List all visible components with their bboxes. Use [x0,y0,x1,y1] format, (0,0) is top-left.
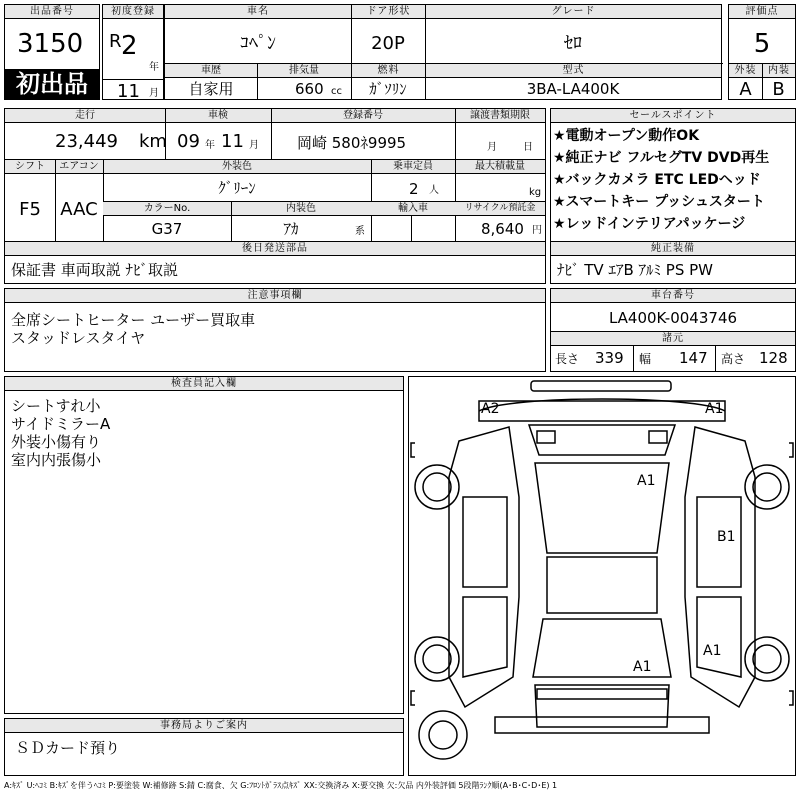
sales-header: セールスポイント [551,109,795,123]
year-unit: 年 [149,62,159,73]
ext-header: 外装 [729,64,762,78]
door-header: ドア形状 [351,5,425,19]
damage-mark: A1 [703,643,722,659]
after-parts-header: 後日発送部品 [5,242,545,256]
sales-point: ★電動オープン動作OK [553,128,700,144]
car-name: ｺﾍﾟﾝ [240,33,276,54]
inspector-text: シートすれ小 サイドミラーA 外装小傷有り 室内内張傷小 [11,397,111,469]
inspection-year: 09 [177,131,200,152]
inspection-month: 11 [221,131,244,152]
capacity-unit: 人 [429,185,439,196]
month-unit: 月 [149,88,159,99]
capacity-value: 2 [409,180,419,198]
transfer-month-unit: 月 [487,142,497,153]
int-color-header: 内装色 [286,203,316,214]
yen-unit: 円 [532,225,542,236]
length-value: 339 [595,349,624,367]
ext-color-value: ｸﾞﾘｰﾝ [218,179,256,197]
mileage-header: 走行 [75,110,95,121]
specs-header: 諸元 [551,332,795,346]
registration-number: 岡崎 580ﾈ9995 [297,134,407,152]
int-grade: B [772,79,785,100]
aircon-value: AAC [60,199,98,220]
grade-header: グレード [425,5,721,19]
displacement-value: 660 [295,80,324,98]
car-outline [409,377,795,775]
vehicle-history: 自家用 [188,80,234,98]
shift-value: F5 [19,199,41,220]
damage-diagram [408,376,796,776]
grade-value: ｾﾛ [564,33,582,54]
mileage-value: 23,449 [55,131,118,152]
load-unit: kg [529,187,542,198]
sales-point: ★バックカメラ ETC LEDヘッド [553,172,761,188]
equipment-value: ﾅﾋﾞ TV ｴｱB ｱﾙﾐ PS PW [557,261,713,279]
first-reg-box [102,4,164,100]
history-header: 車歴 [201,65,221,76]
inspector-header: 検査員記入欄 [5,377,403,391]
ext-grade: A [739,79,752,100]
model-code: 3BA-LA400K [526,80,620,98]
displacement-header: 排気量 [289,65,319,76]
inspection-year-unit: 年 [205,140,215,151]
ext-color-header: 外装色 [222,161,252,172]
main-info-box [164,4,722,100]
import-header: 輸入車 [398,203,428,214]
km-unit: km [139,131,167,152]
sales-point: ★純正ナビ フルセグTV DVD再生 [553,150,770,166]
transfer-day-unit: 日 [523,142,533,153]
first-reg-month: 11 [117,81,140,102]
height-label: 高さ [721,352,746,366]
max-load-header: 最大積載量 [475,161,525,172]
fuel-header: 燃料 [351,64,425,78]
width-value: 147 [679,349,708,367]
damage-mark: A1 [633,659,652,675]
int-color-value: ｱｶ [283,220,299,238]
reg-no-header: 登録番号 [343,110,383,121]
sales-point: ★スマートキー プッシュスタート [553,194,765,210]
sales-box [550,108,796,284]
lot-box [4,4,100,100]
chassis-number: LA400K-0043746 [608,309,738,327]
office-header: 事務局よりご案内 [5,719,403,733]
shift-header: シフト [15,161,45,172]
inspection-month-unit: 月 [249,140,259,151]
era-letter: R [109,31,122,52]
cc-unit: cc [331,86,342,97]
notes-text: 全席シートヒーター ユーザー買取車 スタッドレスタイヤ [11,311,256,347]
office-box [4,718,404,776]
recycle-header: リサイクル預託金 [464,203,536,213]
color-no-value: G37 [151,220,183,238]
office-text: ＳＤカード預り [15,739,121,757]
notes-header: 注意事項欄 [5,289,545,303]
legend-footer: A:ｷｽﾞ U:ﾍｺﾐ B:ｷｽﾞを伴うﾍｺﾐ P:要塗装 W:補修跡 S:錆 C:腐食、欠 G:ﾌﾛﾝﾄｶﾞﾗｽ点ｷｽﾞ XX:交換済み X:要交換 欠:欠品 内外装評価 5段階ﾗﾝｸ順(A･B･C･D･E) 1 [4,781,558,790]
aircon-header: エアコン [59,161,99,172]
recycle-fee: 8,640 [481,220,524,238]
model-code-header: 型式 [425,64,721,78]
era-year: 2 [121,31,138,61]
lot-header: 出品番号 [5,5,99,19]
notes-box [4,288,546,372]
damage-mark: B1 [717,529,736,545]
car-name-header: 車名 [165,5,351,19]
color-no-header: カラーNo. [143,203,191,214]
sales-point: ★レッドインテリアパッケージ [553,216,746,232]
score-box [728,4,796,100]
chassis-box [550,288,796,372]
transfer-header: 譲渡書類期限 [470,110,530,121]
score-header: 評価点 [729,5,795,19]
after-parts-value: 保証書 車両取説 ﾅﾋﾞ取説 [11,261,179,279]
capacity-header: 乗車定員 [393,161,433,172]
length-label: 長さ [555,352,580,366]
first-listing-badge: 初出品 [5,69,99,99]
chassis-header: 車台番号 [551,289,795,303]
door-type: 20P [371,33,405,54]
fuel-type: ｶﾞｿﾘﾝ [369,80,407,98]
int-header: 内装 [762,64,795,78]
damage-mark: A1 [705,401,724,417]
height-value: 128 [759,349,788,367]
damage-mark: A1 [637,473,656,489]
score-value: 5 [753,29,771,59]
lot-number: 3150 [17,29,84,59]
first-reg-header: 初度登録 [103,5,163,19]
damage-mark: A2 [481,401,500,417]
width-label: 幅 [639,352,652,366]
inspector-box [4,376,404,714]
detail-box [4,108,546,284]
equipment-header: 純正装備 [551,242,795,256]
inspection-header: 車検 [208,110,228,121]
int-color-unit: 系 [355,226,365,237]
